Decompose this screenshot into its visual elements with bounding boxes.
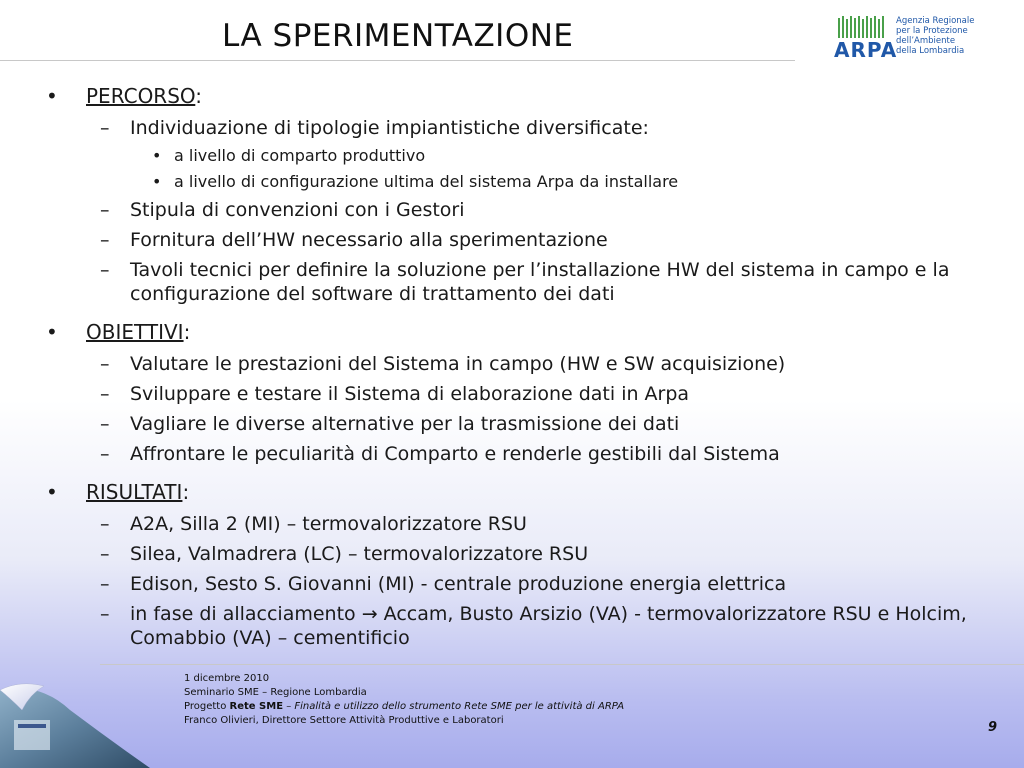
section-percorso: • PERCORSO: (46, 84, 203, 108)
list-item: – Sviluppare e testare il Sistema di elaborazione dati in Arpa (100, 383, 690, 405)
sub-list-item: • a livello di comparto produttivo (152, 146, 426, 165)
logo-wordmark: ARPA (834, 38, 898, 62)
list-item: – A2A, Silla 2 (MI) – termovalorizzatore RSU (100, 513, 527, 535)
dash-icon: – (100, 353, 110, 375)
logo-agency-text: Agenzia Regionale per la Protezione dell’Ambiente della Lombardia (896, 16, 975, 56)
dash-icon: – (100, 413, 110, 435)
list-item: – Affrontare le peculiarità di Comparto e renderle gestibili dal Sistema (100, 443, 780, 465)
section-heading: OBIETTIVI (86, 320, 184, 344)
list-item: – Individuazione di tipologie impiantistiche diversificate: (100, 117, 649, 139)
list-item: – Fornitura dell’HW necessario alla sperimentazione (100, 229, 608, 251)
section-heading: PERCORSO (86, 84, 196, 108)
dash-icon: – (100, 603, 110, 625)
dash-icon: – (100, 543, 110, 565)
footer-seminar: Seminario SME – Regione Lombardia (184, 687, 367, 698)
footer-divider (100, 664, 1024, 665)
title-divider (0, 60, 795, 61)
dash-icon: – (100, 259, 110, 281)
dash-icon: – (100, 443, 110, 465)
page-number: 9 (988, 720, 998, 735)
footer-project: Progetto Rete SME – Finalità e utilizzo dello strumento Rete SME per le attività di ARPA (184, 701, 625, 712)
list-item: – Valutare le prestazioni del Sistema in campo (HW e SW acquisizione) (100, 353, 786, 375)
section-obiettivi: • OBIETTIVI: (46, 320, 191, 344)
slide-body (44, 80, 1004, 650)
list-item: – in fase di allacciamento → Accam, Busto Arsizio (VA) - termovalorizzatore RSU e Holcim, Comabbio (VA) – cementificio (100, 603, 967, 649)
sub-list-item: • a livello di configurazione ultima del sistema Arpa da installare (152, 172, 679, 191)
footer-date: 1 dicembre 2010 (184, 673, 270, 684)
footer-info (184, 672, 624, 728)
dash-icon: – (100, 513, 110, 535)
list-item: – Tavoli tecnici per definire la soluzione per l’installazione HW del sistema in campo e la configurazione del software di trattamento dei dati (100, 259, 950, 305)
bullet-icon: • (46, 320, 58, 344)
footer-author: Franco Olivieri, Direttore Settore Attività Produttive e Laboratori (184, 715, 504, 726)
bullet-icon: • (46, 480, 58, 504)
slide-title: LA SPERIMENTAZIONE (222, 18, 574, 54)
list-item: – Vagliare le diverse alternative per la trasmissione dei dati (100, 413, 680, 435)
bullet-icon: • (152, 146, 162, 165)
dash-icon: – (100, 229, 110, 251)
dash-icon: – (100, 117, 110, 139)
page-curl-photo-icon (0, 680, 150, 768)
dash-icon: – (100, 383, 110, 405)
section-heading: RISULTATI (86, 480, 183, 504)
arpa-logo (834, 14, 1014, 64)
dash-icon: – (100, 573, 110, 595)
bullet-icon: • (152, 172, 162, 191)
list-item: – Edison, Sesto S. Giovanni (MI) - centrale produzione energia elettrica (100, 573, 787, 595)
logo-bars-icon (838, 16, 888, 38)
section-risultati: • RISULTATI: (46, 480, 190, 504)
list-item: – Silea, Valmadrera (LC) – termovalorizzatore RSU (100, 543, 589, 565)
bullet-icon: • (46, 84, 58, 108)
list-item: – Stipula di convenzioni con i Gestori (100, 199, 465, 221)
dash-icon: – (100, 199, 110, 221)
